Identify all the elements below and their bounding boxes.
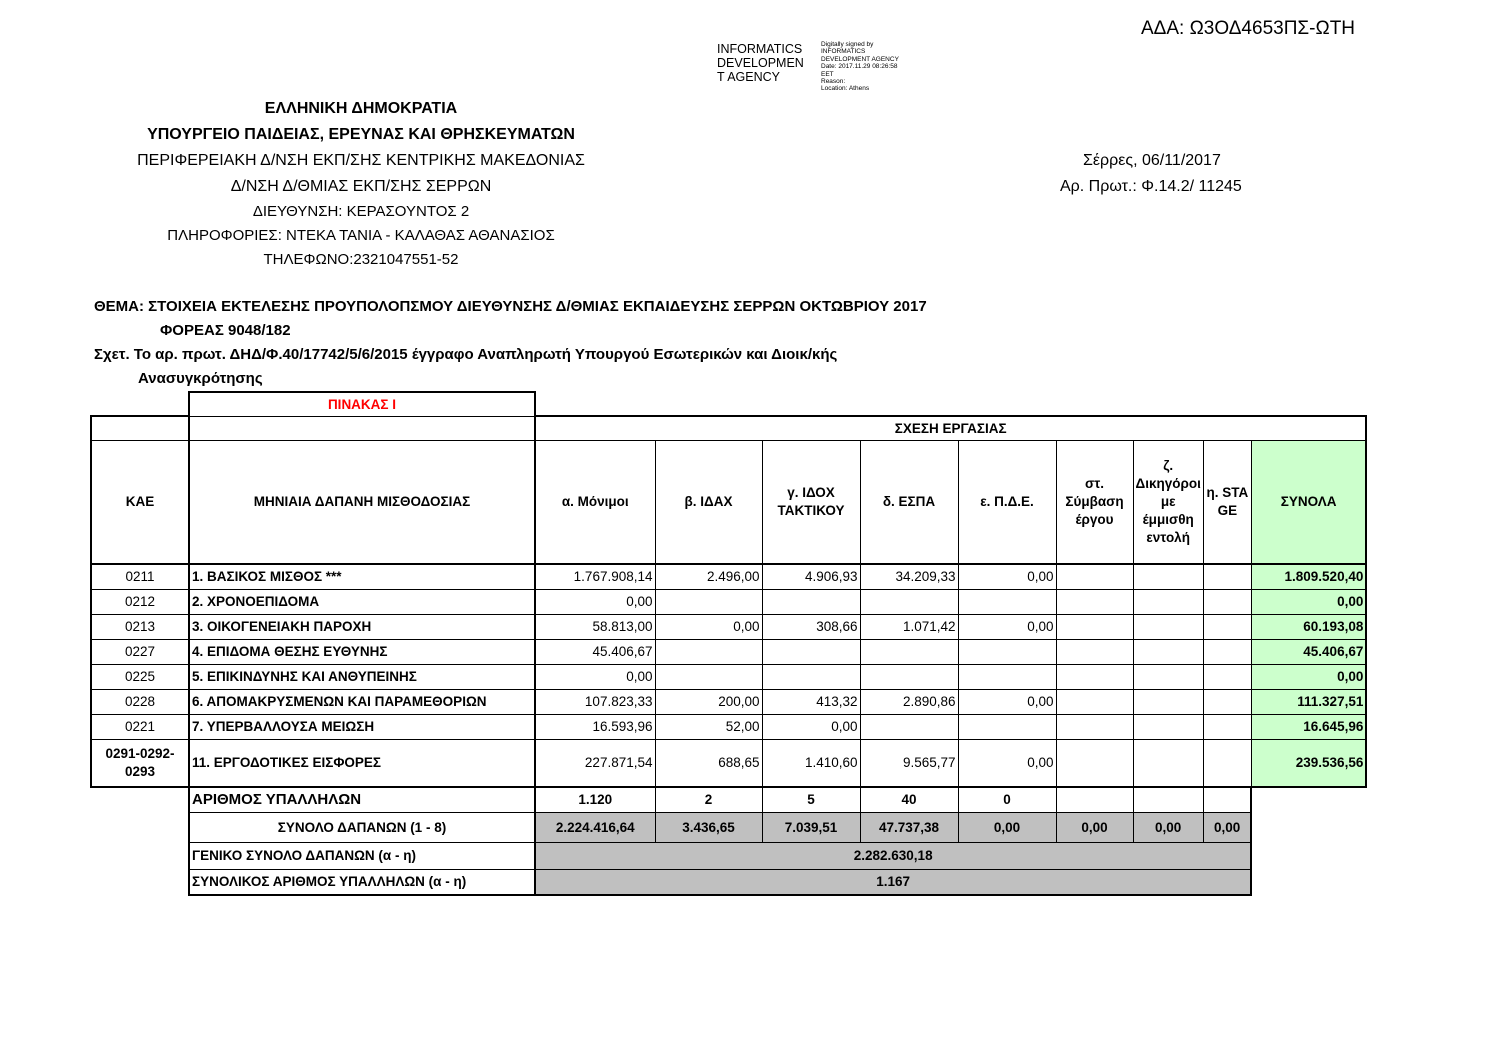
table-row xyxy=(91,564,1366,589)
cell-pde xyxy=(958,714,1056,739)
cell-stage xyxy=(1203,614,1251,639)
cell-description: 4. ΕΠΙΔΟΜΑ ΘΕΣΗΣ ΕΥΘΥΝΗΣ xyxy=(189,639,535,664)
header-description: ΜΗΝΙΑΙΑ ΔΑΠΑΝΗ ΜΙΣΘΟΔΟΣΙΑΣ xyxy=(189,440,535,564)
cell-stage xyxy=(1203,664,1251,689)
cell-lawyers xyxy=(1133,689,1203,714)
cell-idax: 0,00 xyxy=(655,614,762,639)
cell-lawyers xyxy=(1133,739,1203,787)
cell-idox xyxy=(762,664,860,689)
header-republic: ΕΛΛΗΝΙΚΗ ΔΗΜΟΚΡΑΤΙΑ xyxy=(264,100,458,117)
employees-work-contract xyxy=(1056,787,1133,812)
employees-row xyxy=(91,787,1366,812)
expenses-total-row xyxy=(91,812,1366,842)
cell-idox: 308,66 xyxy=(762,614,860,639)
blank-cell xyxy=(1251,812,1366,842)
cell-idax: 688,65 xyxy=(655,739,762,787)
table-row xyxy=(91,689,1366,714)
expenses-total-espa: 47.737,38 xyxy=(860,812,958,842)
cell-permanent: 227.871,54 xyxy=(535,739,655,787)
header-ministry: ΥΠΟΥΡΓΕΙΟ ΠΑΙΔΕΙΑΣ, ΕΡΕΥΝΑΣ ΚΑΙ ΘΡΗΣΚΕΥΜΑΤΩΝ xyxy=(147,126,575,143)
cell-pde xyxy=(958,589,1056,614)
header-blank xyxy=(91,416,189,440)
blank-cell xyxy=(91,787,189,812)
header-address: ΔΙΕΥΘΥΝΣΗ: ΚΕΡΑΣΟΥΝΤΟΣ 2 xyxy=(252,203,470,220)
cell-idax: 200,00 xyxy=(655,689,762,714)
signature-detail-line: Location: Athens xyxy=(821,85,870,93)
signature-org-line: T AGENCY xyxy=(717,70,780,84)
header-phone: ΤΗΛΕΦΩΝΟ:2321047551-52 xyxy=(263,251,459,268)
header-permanent: α. Μόνιμοι xyxy=(535,440,655,564)
expenses-total-label: ΣΥΝΟΛΟ ΔΑΠΑΝΩΝ (1 - 8) xyxy=(189,812,535,842)
total-employees-label: ΣΥΝΟΛΙΚΟΣ ΑΡΙΘΜΟΣ ΥΠΑΛΛΗΛΩΝ (α - η) xyxy=(189,869,535,895)
cell-kae: 0228 xyxy=(91,689,189,714)
cell-permanent: 1.767.908,14 xyxy=(535,564,655,589)
cell-kae: 0211 xyxy=(91,564,189,589)
table-row xyxy=(91,714,1366,739)
signature-detail-line: EET xyxy=(821,70,834,78)
table-row xyxy=(91,639,1366,664)
cell-description: 7. ΥΠΕΡΒΑΛΛΟΥΣΑ ΜΕΙΩΣΗ xyxy=(189,714,535,739)
cell-lawyers xyxy=(1133,664,1203,689)
cell-espa xyxy=(860,664,958,689)
cell-espa xyxy=(860,639,958,664)
signature-detail-line: DEVELOPMENT AGENCY xyxy=(821,55,899,63)
cell-work-contract xyxy=(1056,664,1133,689)
cell-total: 16.645,96 xyxy=(1251,714,1366,739)
cell-total: 0,00 xyxy=(1251,664,1366,689)
cell-work-contract xyxy=(1056,714,1133,739)
header-lawyers-text: ζ. Δικηγόροι με έμμισθη εντολή xyxy=(1135,457,1201,545)
cell-idox: 413,32 xyxy=(762,689,860,714)
cell-idax: 2.496,00 xyxy=(655,564,762,589)
total-employees-row xyxy=(91,869,1366,895)
cell-stage xyxy=(1203,564,1251,589)
table-row xyxy=(91,614,1366,639)
header-blank xyxy=(189,416,535,440)
cell-total: 45.406,67 xyxy=(1251,639,1366,664)
cell-permanent: 107.823,33 xyxy=(535,689,655,714)
employees-idox: 5 xyxy=(762,787,860,812)
cell-espa: 34.209,33 xyxy=(860,564,958,589)
cell-work-contract xyxy=(1056,614,1133,639)
table-row xyxy=(91,739,1366,787)
cell-kae: 0213 xyxy=(91,614,189,639)
expenses-total-idox: 7.039,51 xyxy=(762,812,860,842)
group-header: ΣΧΕΣΗ ΕΡΓΑΣΙΑΣ xyxy=(535,416,1366,440)
cell-idox: 1.410,60 xyxy=(762,739,860,787)
cell-kae: 0225 xyxy=(91,664,189,689)
cell-work-contract xyxy=(1056,739,1133,787)
cell-lawyers xyxy=(1133,564,1203,589)
header-idox: γ. ΙΔΟΧ ΤΑΚΤΙΚΟΥ xyxy=(762,440,860,564)
cell-kae: 0212 xyxy=(91,589,189,614)
blank-cell xyxy=(91,812,189,842)
blank-cell xyxy=(1251,869,1366,895)
expenses-total-pde: 0,00 xyxy=(958,812,1056,842)
cell-description: 2. ΧΡΟΝΟΕΠΙΔΟΜΑ xyxy=(189,589,535,614)
subject-reference-cont: Ανασυγκρότησης xyxy=(138,370,263,387)
header-idax: β. ΙΔΑΧ xyxy=(655,440,762,564)
cell-espa: 2.890,86 xyxy=(860,689,958,714)
cell-kae: 0221 xyxy=(91,714,189,739)
header-kae: ΚΑΕ xyxy=(91,440,189,564)
cell-description: 11. ΕΡΓΟΔΟΤΙΚΕΣ ΕΙΣΦΟΡΕΣ xyxy=(189,739,535,787)
cell-description: 6. ΑΠΟΜΑΚΡΥΣΜΕΝΩΝ ΚΑΙ ΠΑΡΑΜΕΘΟΡΙΩΝ xyxy=(189,689,535,714)
employees-pde: 0 xyxy=(958,787,1056,812)
header-contact: ΠΛΗΡΟΦΟΡΙΕΣ: ΝΤΕΚΑ ΤΑΝΙΑ - ΚΑΛΑΘΑΣ ΑΘΑΝΑΣΙΟΣ xyxy=(167,227,555,244)
total-employees-value: 1.167 xyxy=(535,869,1251,895)
digital-signature-org xyxy=(717,42,804,84)
blank-cell xyxy=(1251,842,1366,869)
cell-lawyers xyxy=(1133,714,1203,739)
header-regional-directorate: ΠΕΡΙΦΕΡΕΙΑΚΗ Δ/ΝΣΗ ΕΚΠ/ΣΗΣ ΚΕΝΤΡΙΚΗΣ ΜΑΚΕΔΟΝΙΑΣ xyxy=(137,152,585,169)
cell-espa: 9.565,77 xyxy=(860,739,958,787)
header-work-contract: στ. Σύμβαση έργου xyxy=(1056,440,1133,564)
signature-detail-line: Date: 2017.11.29 08:26:58 xyxy=(821,63,898,71)
subject-reference: Σχετ. Το αρ. πρωτ. ΔΗΔ/Φ.40/17742/5/6/2015 έγγραφο Αναπληρωτή Υπουργού Εσωτερικών και Διοικ/κής xyxy=(94,346,838,363)
blank-cell xyxy=(91,842,189,869)
expenses-total-idax: 3.436,65 xyxy=(655,812,762,842)
cell-work-contract xyxy=(1056,689,1133,714)
cell-permanent: 45.406,67 xyxy=(535,639,655,664)
expenses-total-stage: 0,00 xyxy=(1203,812,1251,842)
subject-line: ΘΕΜΑ: ΣΤΟΙΧΕΙΑ ΕΚΤΕΛΕΣΗΣ ΠΡΟΥΠΟΛΟΠΣΜΟΥ ΔΙΕΥΘΥΝΣΗΣ Δ/ΘΜΙΑΣ ΕΚΠΑΙΔΕΥΣΗΣ ΣΕΡΡΩΝ ΟΚΤΩΒΡΙΟΥ 2017 xyxy=(94,298,927,315)
employees-espa: 40 xyxy=(860,787,958,812)
header-lawyers xyxy=(1133,440,1203,564)
cell-work-contract xyxy=(1056,639,1133,664)
cell-espa xyxy=(860,589,958,614)
header-totals: ΣΥΝΟΛΑ xyxy=(1251,440,1366,564)
document-date: Σέρρες, 06/11/2017 xyxy=(1083,152,1221,169)
grand-total-label: ΓΕΝΙΚΟ ΣΥΝΟΛΟ ΔΑΠΑΝΩΝ (α - η) xyxy=(189,842,535,869)
cell-idox xyxy=(762,589,860,614)
signature-detail-line: INFORMATICS xyxy=(821,48,866,56)
signature-detail-line: Digitally signed by xyxy=(821,41,874,48)
cell-idax: 52,00 xyxy=(655,714,762,739)
cell-total: 1.809.520,40 xyxy=(1251,564,1366,589)
cell-espa xyxy=(860,714,958,739)
employees-label: ΑΡΙΘΜΟΣ ΥΠΑΛΛΗΛΩΝ xyxy=(189,787,535,812)
protocol-number: Αρ. Πρωτ.: Φ.14.2/ 11245 xyxy=(1060,178,1242,195)
blank-cell xyxy=(91,869,189,895)
employees-stage xyxy=(1203,787,1251,812)
header-espa: δ. ΕΣΠΑ xyxy=(860,440,958,564)
cell-work-contract xyxy=(1056,564,1133,589)
cell-permanent: 58.813,00 xyxy=(535,614,655,639)
cell-stage xyxy=(1203,739,1251,787)
blank-cell xyxy=(91,392,189,416)
cell-total: 0,00 xyxy=(1251,589,1366,614)
cell-permanent: 0,00 xyxy=(535,589,655,614)
blank-cell xyxy=(535,392,1366,416)
cell-idox: 0,00 xyxy=(762,714,860,739)
cell-kae: 0291-0292-0293 xyxy=(91,739,189,787)
table-row xyxy=(91,664,1366,689)
header-stage: η. STAGE xyxy=(1203,440,1251,564)
table-row xyxy=(91,589,1366,614)
signature-org-line: DEVELOPMEN xyxy=(717,56,804,70)
subject-agency: ΦΟΡΕΑΣ 9048/182 xyxy=(160,322,291,339)
cell-pde: 0,00 xyxy=(958,614,1056,639)
cell-lawyers xyxy=(1133,589,1203,614)
cell-stage xyxy=(1203,589,1251,614)
cell-work-contract xyxy=(1056,589,1133,614)
cell-idax xyxy=(655,589,762,614)
cell-espa: 1.071,42 xyxy=(860,614,958,639)
cell-permanent: 0,00 xyxy=(535,664,655,689)
cell-pde xyxy=(958,639,1056,664)
cell-lawyers xyxy=(1133,639,1203,664)
cell-pde: 0,00 xyxy=(958,689,1056,714)
expenses-total-lawyers: 0,00 xyxy=(1133,812,1203,842)
grand-total-row xyxy=(91,842,1366,869)
digital-signature-details xyxy=(821,41,899,93)
signature-org-line: INFORMATICS xyxy=(717,42,803,56)
blank-cell xyxy=(1251,787,1366,812)
cell-permanent: 16.593,96 xyxy=(535,714,655,739)
cell-pde: 0,00 xyxy=(958,739,1056,787)
header-pde: ε. Π.Δ.Ε. xyxy=(958,440,1056,564)
cell-pde: 0,00 xyxy=(958,564,1056,589)
cell-total: 111.327,51 xyxy=(1251,689,1366,714)
cell-idax xyxy=(655,639,762,664)
cell-lawyers xyxy=(1133,614,1203,639)
budget-table xyxy=(90,391,1367,896)
employees-idax: 2 xyxy=(655,787,762,812)
expenses-total-permanent: 2.224.416,64 xyxy=(535,812,655,842)
employees-permanent: 1.120 xyxy=(535,787,655,812)
ada-code: ΑΔΑ: Ω3ΟΔ4653ΠΣ-ΩΤΗ xyxy=(1141,18,1356,39)
header-directorate: Δ/ΝΣΗ Δ/ΘΜΙΑΣ ΕΚΠ/ΣΗΣ ΣΕΡΡΩΝ xyxy=(230,178,492,195)
grand-total-value: 2.282.630,18 xyxy=(535,842,1251,869)
cell-total: 239.536,56 xyxy=(1251,739,1366,787)
cell-total: 60.193,08 xyxy=(1251,614,1366,639)
cell-description: 5. ΕΠΙΚΙΝΔΥΝΗΣ ΚΑΙ ΑΝΘΥΠΕΙΝΗΣ xyxy=(189,664,535,689)
employees-lawyers xyxy=(1133,787,1203,812)
table-title: ΠΙΝΑΚΑΣ Ι xyxy=(189,392,535,416)
cell-stage xyxy=(1203,689,1251,714)
cell-pde xyxy=(958,664,1056,689)
expenses-total-work-contract: 0,00 xyxy=(1056,812,1133,842)
cell-stage xyxy=(1203,714,1251,739)
cell-idox xyxy=(762,639,860,664)
signature-detail-line: Reason: xyxy=(821,78,846,86)
cell-stage xyxy=(1203,639,1251,664)
cell-description: 1. ΒΑΣΙΚΟΣ ΜΙΣΘΟΣ *** xyxy=(189,564,535,589)
cell-description: 3. ΟΙΚΟΓΕΝΕΙΑΚΗ ΠΑΡΟΧΗ xyxy=(189,614,535,639)
cell-idax xyxy=(655,664,762,689)
cell-idox: 4.906,93 xyxy=(762,564,860,589)
cell-kae: 0227 xyxy=(91,639,189,664)
